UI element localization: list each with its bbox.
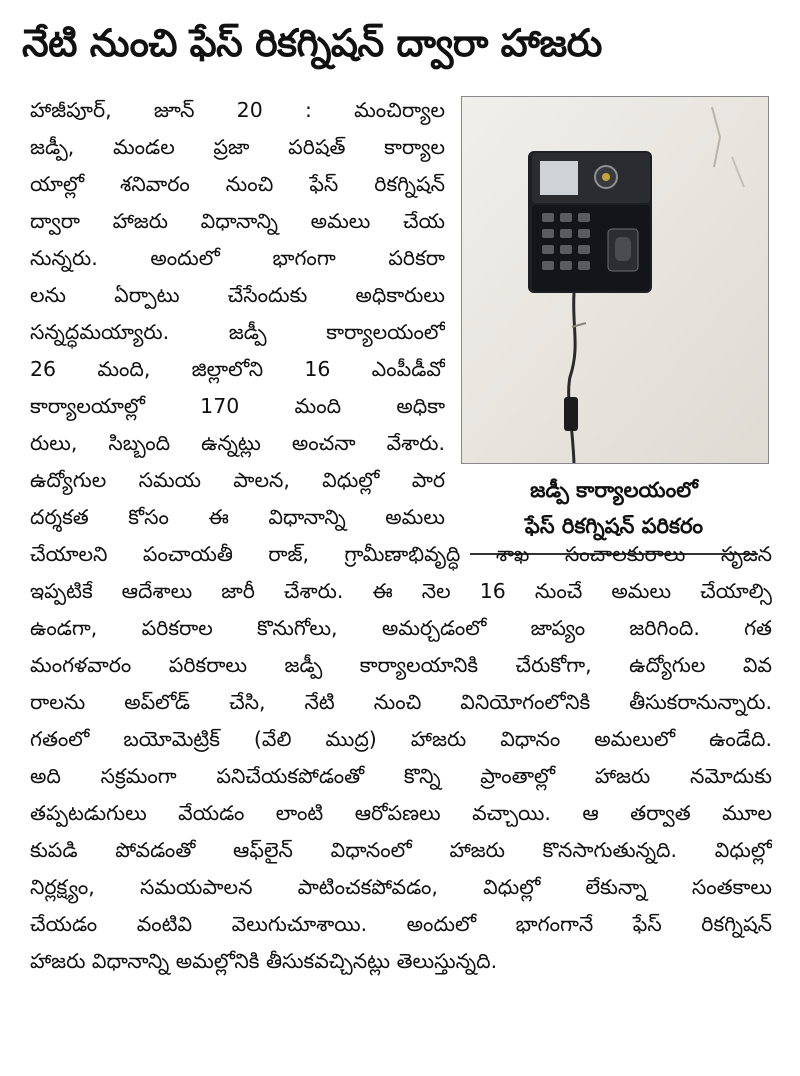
body-line: తప్పటడుగులు వేయడం లాంటి ఆరోపణలు వచ్చాయి. ఆ తర్వాత మూల [30, 801, 772, 825]
body-line: దర్శకత కోసం ఈ విధానాన్ని అమలు [30, 505, 445, 529]
body-line: హాజీపూర్, జూన్ 20 : మంచిర్యాల [30, 98, 445, 122]
body-line: రాలను అప్‌లోడ్ చేసి, నేటి నుంచి వినియోగంలోనికి తీసుకరానున్నారు. [30, 690, 772, 714]
body-line: జడ్పీ, మండల ప్రజా పరిషత్ కార్యాల [30, 135, 445, 159]
caption-line: ఫేస్ రికగ్నిషన్ పరికరం [524, 514, 704, 538]
body-line: ద్వారా హాజరు విధానాన్ని అమలు చేయ [30, 209, 445, 233]
body-line: యాల్లో శనివారం నుంచి ఫేస్ రికగ్నిషన్ [30, 172, 445, 196]
body-line: నున్నరు. అందులో భాగంగా పరికరా [30, 246, 445, 270]
body-line: ఉద్యోగుల సమయ పాలన, విధుల్లో పార [30, 468, 445, 492]
caption-line: జడ్పీ కార్యాలయంలో [530, 478, 698, 502]
body-line: సన్నద్ధమయ్యారు. జడ్పీ కార్యాలయంలో [30, 320, 445, 344]
body-line: అది సక్రమంగా పనిచేయకపోడంతో కొన్ని ప్రాంతాల్లో హాజరు నమోదుకు [30, 764, 772, 788]
body-line: కార్యాలయాల్లో 170 మంది అధికా [30, 394, 445, 418]
body-line: 26 మంది, జిల్లాలోని 16 ఎంపీడీవో [30, 357, 445, 381]
article-body [30, 92, 772, 980]
headline: నేటి నుంచి ఫేస్ రికగ్నిషన్ ద్వారా హాజరు [22, 21, 602, 65]
body-line: లను ఏర్పాటు చేసేందుకు అధికారులు [30, 283, 445, 307]
body-line: చేయడం వంటివి వెలుగుచూశాయి. అందులో భాగంగానే ఫేస్ రికగ్నిషన్ [30, 912, 772, 936]
body-line: నిర్లక్ష్యం, సమయపాలన పాటించకపోవడం, విధుల్లో లేకున్నా సంతకాలు [30, 875, 772, 899]
body-line: ఉండగా, పరికరాల కొనుగోలు, అమర్చడంలో జాప్యం జరిగింది. గత [30, 616, 772, 640]
body-line: మంగళవారం పరికరాలు జడ్పీ కార్యాలయానికి చేరుకోగా, ఉద్యోగుల వివ [30, 653, 772, 677]
body-line: హాజరు విధానాన్ని అమల్లోనికి తీసుకవచ్చినట్లు తెలుస్తున్నది. [30, 949, 498, 973]
body-line: రులు, సిబ్బంది ఉన్నట్లు అంచనా వేశారు. [30, 431, 445, 455]
body-line: గతంలో బయోమెట్రిక్ (వేలి ముద్ర) హాజరు విధానం అమలులో ఉండేది. [30, 727, 772, 751]
body-line: కుపడి పోవడంతో ఆఫ్‌లైన్ విధానంలో హాజరు కొనసాగుతున్నది. విధుల్లో [30, 838, 772, 862]
body-line: ఇప్పటికే ఆదేశాలు జారీ చేశారు. ఈ నెల 16 నుంచే అమలు చేయాల్సి [30, 579, 772, 603]
body-line: చేయాలని పంచాయతీ రాజ్, గ్రామీణాభివృద్ధి శాఖ సంచాలకురాలు సృజన [30, 542, 772, 566]
